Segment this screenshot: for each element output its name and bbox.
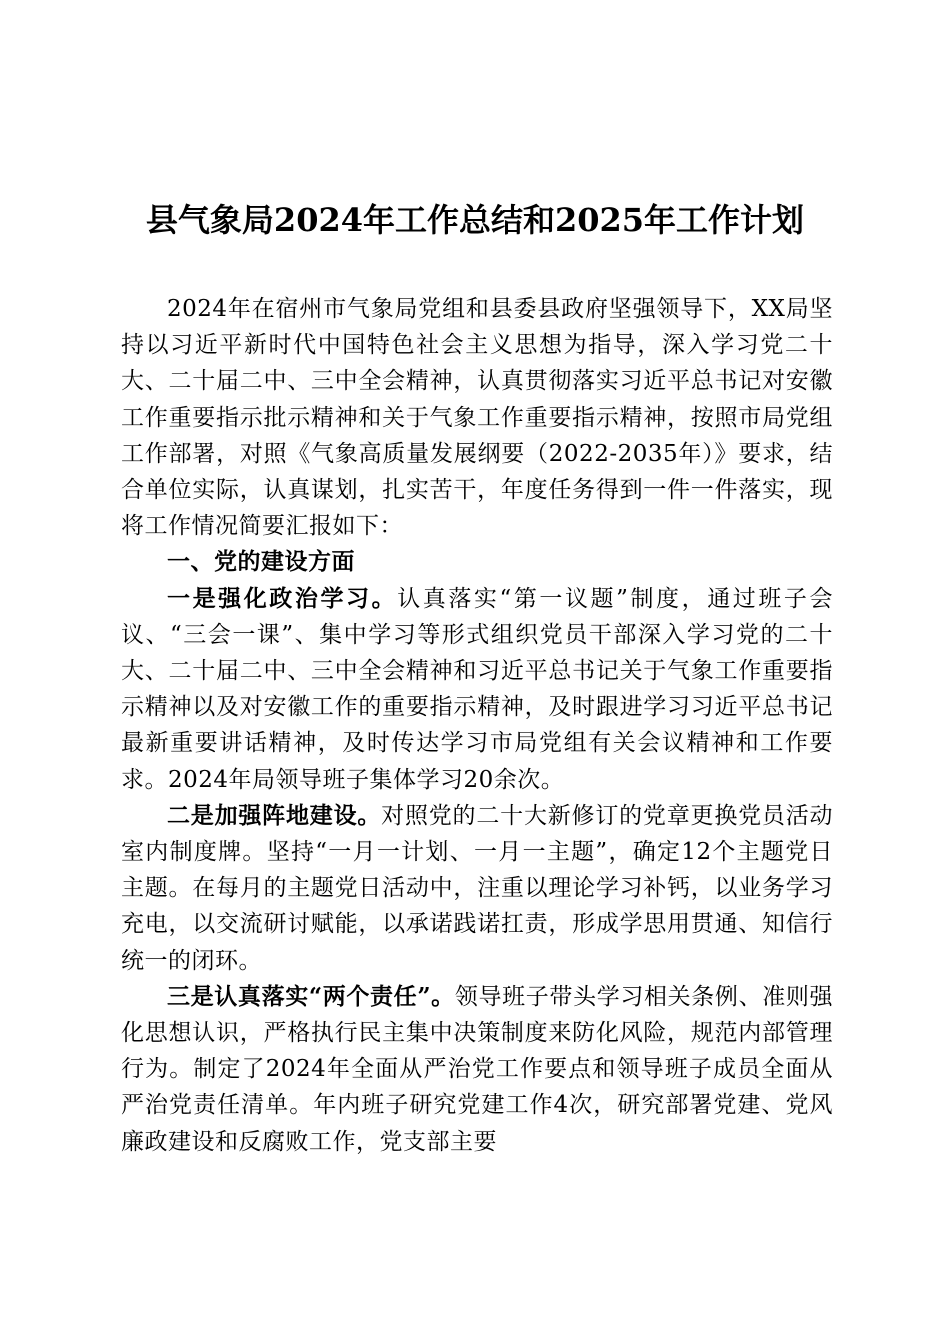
intro-paragraph: 2024年在宿州市气象局党组和县委县政府坚强领导下，XX局坚持以习近平新时代中国特色社会主义思想为指导，深入学习党二十大、二十届二中、三中全会精神，认真贯彻落实习近平总书记对安徽工作重要指示批示精神和关于气象工作重要指示精神，按照市局党组工作部署，对照《气象高质量发展纲要（2022-2035年）》要求，结合单位实际，认真谋划，扎实苦干，年度任务得到一件一件落实，现将工作情况简要汇报如下：: [121, 296, 833, 540]
document-body: [121, 291, 833, 1160]
paragraph-lead: 二是加强阵地建设。: [167, 801, 382, 829]
paragraph-political-study: [121, 581, 833, 798]
paragraph-text: 对照党的二十大新修订的党章更换党员活动室内制度牌。坚持“一月一计划、一月一主题”，确定12个主题党日主题。在每月的主题党日活动中，注重以理论学习补钙，以业务学习充电，以交流研讨赋能，以承诺践诺扛责，形成学思用贯通、知信行统一的闭环。: [121, 802, 834, 974]
section-heading-party-building: 一、党的建设方面: [167, 548, 355, 576]
paragraph-text: 认真落实“第一议题”制度，通过班子会议、“三会一课”、集中学习等形式组织党员干部深入学习党的二十大、二十届二中、三中全会精神和习近平总书记关于气象工作重要指示精神以及对安徽工作的重要指示精神，及时跟进学习习近平总书记最新重要讲话精神，及时传达学习市局党组有关会议精神和工作要求。2024年局领导班子集体学习20余次。: [121, 585, 833, 793]
paragraph-lead: 三是认真落实“两个责任”。: [167, 982, 455, 1010]
paragraph-text: 领导班子带头学习相关条例、准则强化思想认识，严格执行民主集中决策制度来防化风险，规范内部管理行为。制定了2024年全面从严治党工作要点和领导班子成员全面从严治党责任清单。年内班子研究党建工作4次，研究部署党建、党风廉政建设和反腐败工作，党支部主要: [121, 983, 834, 1155]
document-title: 县气象局2024年工作总结和2025年工作计划: [145, 201, 805, 239]
paragraph-position-building: [121, 798, 833, 979]
paragraph-lead: 一是强化政治学习。: [167, 584, 398, 612]
paragraph-two-responsibilities: [121, 979, 833, 1160]
